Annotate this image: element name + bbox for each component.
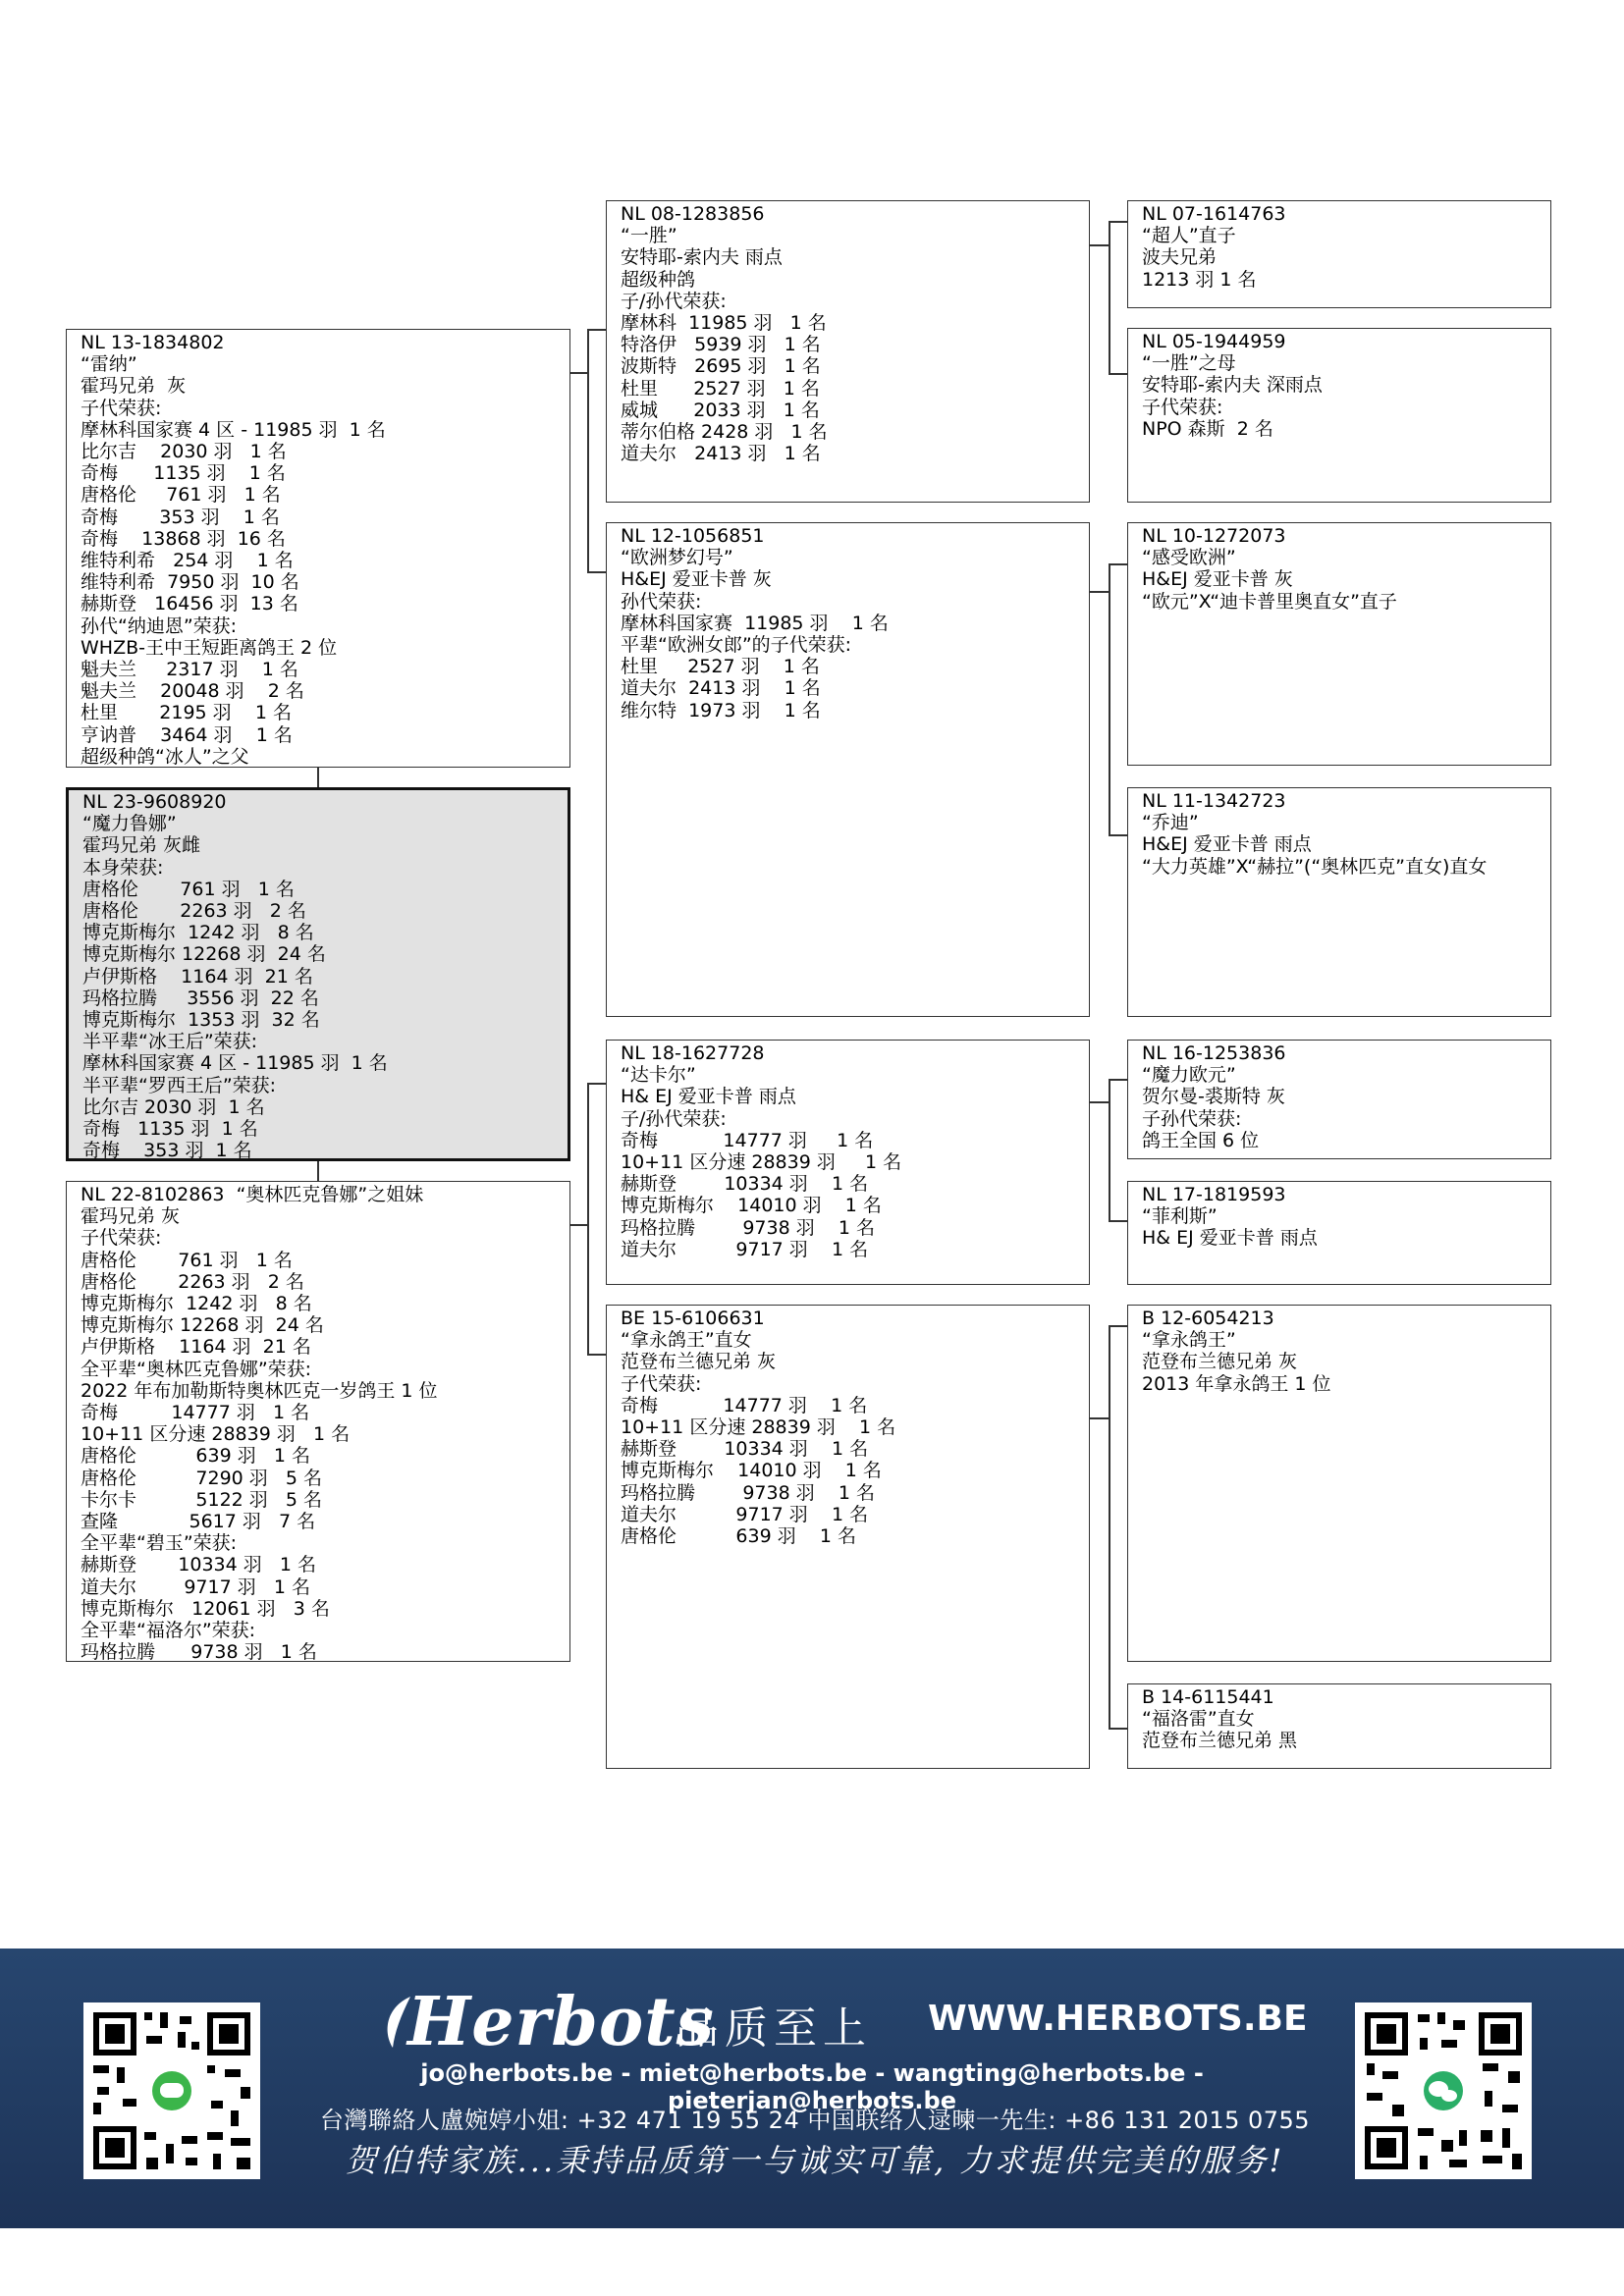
pedigree-line: 比尔吉 2030 羽 1 名	[82, 1095, 265, 1118]
slogan: 品质至上	[676, 2003, 872, 2054]
pedigree-line: 特洛伊 5939 羽 1 名	[621, 334, 821, 356]
pedigree-line: 奇梅 1135 羽 1 名	[82, 1118, 258, 1141]
ring-number: B 14-6115441	[1142, 1686, 1274, 1708]
connector	[1109, 1220, 1127, 1222]
dd-sire-box	[1127, 1305, 1551, 1662]
pedigree-line: “一胜”之母	[1142, 352, 1236, 375]
email-list[interactable]: jo@herbots.be - miet@herbots.be - wangting@herbots.be - pieterjan@herbots.be	[420, 2059, 1204, 2114]
connector	[1109, 563, 1127, 565]
pedigree-line: “欧元”X“迪卡普里奥直女”直子	[1142, 590, 1397, 613]
connector	[1090, 1417, 1110, 1419]
pedigree-line: 杜里 2195 羽 1 名	[81, 702, 292, 724]
ss-sire-box	[1127, 200, 1551, 308]
pedigree-line: “乔迪”	[1142, 812, 1199, 834]
connector	[1109, 1325, 1127, 1327]
pedigree-line: 魁夫兰 20048 羽 2 名	[81, 680, 304, 703]
ring-number: NL 05-1944959	[1142, 331, 1286, 352]
pedigree-line: 孙代“纳迪恩”荣获:	[81, 614, 238, 637]
connector	[1109, 1728, 1127, 1730]
pedigree-line: 唐格伦 2263 羽 2 名	[82, 900, 306, 923]
ring-number: NL 17-1819593	[1142, 1184, 1286, 1205]
pedigree-line: “魔力欧元”	[1142, 1064, 1236, 1087]
dam-box	[66, 1181, 570, 1662]
connector	[317, 768, 319, 787]
ring-number: NL 18-1627728	[621, 1042, 765, 1064]
connector	[1109, 563, 1110, 836]
pedigree-line: 全平辈“碧玉”荣获:	[81, 1532, 238, 1555]
pedigree-line: 唐格伦 7290 羽 5 名	[81, 1467, 323, 1489]
pedigree-line: H& EJ 爱亚卡普 雨点	[621, 1086, 796, 1108]
tagline: 贺伯特家族...秉持品质第一与诚实可靠, 力求提供完美的服务!	[345, 2142, 1285, 2179]
connector	[570, 372, 588, 374]
pedigree-line: 子代荣获:	[81, 397, 162, 419]
connector	[1090, 1101, 1110, 1103]
pedigree-line: H&EJ 爱亚卡普 雨点	[1142, 833, 1312, 856]
pedigree-line: “拿永鸽王”	[1142, 1329, 1236, 1352]
pedigree-line: 奇梅 13868 羽 16 名	[81, 527, 286, 550]
pedigree-line: 子代荣获:	[81, 1227, 162, 1250]
connector	[1109, 221, 1127, 223]
pedigree-line: 道夫尔 9717 羽 1 名	[81, 1575, 310, 1598]
connector	[587, 1083, 606, 1085]
pedigree-line: 玛格拉腾 9738 羽 1 名	[621, 1216, 875, 1239]
pedigree-line: 玛格拉腾 3556 羽 22 名	[82, 987, 319, 1009]
pedigree-line: 玛格拉腾 9738 羽 1 名	[621, 1481, 875, 1504]
pedigree-line: 唐格伦 2263 羽 2 名	[81, 1270, 304, 1293]
pedigree-line: 魁夫兰 2317 羽 1 名	[81, 659, 298, 681]
pedigree-line: “拿永鸽王”直女	[621, 1329, 752, 1352]
ring-number: NL 13-1834802	[81, 332, 225, 353]
connector	[1109, 373, 1127, 375]
pedigree-line: 贺尔曼-裘斯特 灰	[1142, 1086, 1285, 1108]
ring-number: NL 16-1253836	[1142, 1042, 1286, 1064]
contact-phones: 台灣聯絡人盧婉婷小姐: +32 471 19 55 24 中国联络人逯暕一先生: +86 131 2015 0755	[319, 2107, 1311, 2134]
pedigree-line: “感受欧洲”	[1142, 547, 1236, 569]
pedigree-line: 查隆 5617 羽 7 名	[81, 1511, 316, 1533]
pedigree-line: “达卡尔”	[621, 1064, 696, 1087]
connector	[1090, 244, 1110, 246]
pedigree-line: 道夫尔 9717 羽 1 名	[621, 1238, 869, 1260]
pedigree-line: 2013 年拿永鸽王 1 位	[1142, 1372, 1331, 1395]
ring-number: NL 11-1342723	[1142, 790, 1286, 812]
pedigree-line: 博克斯梅尔 1242 羽 8 名	[81, 1293, 312, 1315]
pedigree-line: 霍玛兄弟 灰	[81, 1205, 181, 1228]
ds-dam-box	[1127, 1181, 1551, 1285]
connector	[1109, 834, 1127, 836]
connector	[587, 329, 589, 572]
pedigree-line: 子孙代荣获:	[1142, 1107, 1242, 1130]
pedigree-line: 范登布兰德兄弟 灰	[621, 1351, 777, 1373]
pedigree-line: 道夫尔 2413 羽 1 名	[621, 443, 821, 465]
pedigree-line: H& EJ 爱亚卡普 雨点	[1142, 1227, 1318, 1250]
pedigree-line: 唐格伦 639 羽 1 名	[81, 1445, 310, 1468]
connector	[587, 329, 606, 331]
dd-dam-box	[1127, 1683, 1551, 1769]
sire-sire-box	[606, 200, 1090, 503]
pedigree-line: 范登布兰德兄弟 黑	[1142, 1730, 1298, 1752]
pedigree-line: 范登布兰德兄弟 灰	[1142, 1351, 1298, 1373]
pedigree-line: 唐格伦 761 羽 1 名	[82, 878, 295, 900]
pedigree-line: “福洛雷”直女	[1142, 1708, 1255, 1731]
connector	[587, 571, 606, 573]
pedigree-line: 摩林科 11985 羽 1 名	[621, 312, 827, 335]
pedigree-line: 本身荣获:	[82, 856, 164, 879]
pedigree-line: 唐格伦 761 羽 1 名	[81, 484, 281, 507]
sire-box	[66, 329, 570, 768]
pedigree-line: “雷纳”	[81, 353, 137, 376]
pedigree-line: 奇梅 353 羽 1 名	[81, 506, 280, 528]
pedigree-line: 2022 年布加勒斯特奥林匹克一岁鸽王 1 位	[81, 1379, 438, 1402]
ring-number: BE 15-6106631	[621, 1308, 765, 1329]
pedigree-line: H&EJ 爱亚卡普 灰	[621, 568, 772, 591]
pedigree-line: H&EJ 爱亚卡普 灰	[1142, 568, 1293, 591]
dam-dam-box	[606, 1305, 1090, 1769]
pedigree-line: 超级种鸽	[621, 268, 696, 291]
pedigree-line: 道夫尔 9717 羽 1 名	[621, 1503, 869, 1525]
ring-number: NL 07-1614763	[1142, 203, 1286, 225]
pedigree-line: 杜里 2527 羽 1 名	[621, 377, 820, 400]
sire-dam-box	[606, 522, 1090, 1017]
dam-sire-box	[606, 1040, 1090, 1285]
pedigree-line: 唐格伦 639 羽 1 名	[621, 1525, 856, 1548]
connector	[1109, 1079, 1127, 1081]
pedigree-line: “菲利斯”	[1142, 1205, 1218, 1228]
pedigree-line: 全平辈“奥林匹克鲁娜”荣获:	[81, 1358, 312, 1380]
pedigree-line: 玛格拉腾 9738 羽 1 名	[81, 1641, 317, 1662]
pedigree-line: 亨讷普 3464 羽 1 名	[81, 723, 293, 746]
pedigree-line: 子/孙代荣获:	[621, 290, 727, 312]
pedigree-line: 霍玛兄弟 灰雌	[82, 834, 201, 857]
ss-dam-box	[1127, 328, 1551, 503]
pedigree-line: 博克斯梅尔 14010 羽 1 名	[621, 1460, 882, 1482]
pedigree-line: 卢伊斯格 1164 羽 21 名	[81, 1336, 311, 1359]
pedigree-line: 安特耶-索内夫 雨点	[621, 246, 783, 269]
pedigree-line: “魔力鲁娜”	[82, 813, 177, 835]
pedigree-line: 唐格伦 761 羽 1 名	[81, 1249, 293, 1271]
pedigree-line: 维特利希 254 羽 1 名	[81, 550, 294, 572]
connector	[570, 1224, 588, 1226]
pedigree-line: WHZB-王中王短距离鸽王 2 位	[81, 636, 338, 659]
pedigree-line: 奇梅 14777 羽 1 名	[81, 1402, 310, 1424]
pedigree-line: 子代荣获:	[621, 1372, 702, 1395]
sd-dam-box	[1127, 787, 1551, 1017]
pedigree-line: 博克斯梅尔 14010 羽 1 名	[621, 1195, 882, 1217]
brand-logo: Herbots	[407, 1983, 715, 2061]
pedigree-line: “欧洲梦幻号”	[621, 547, 733, 569]
pedigree-line: 维尔特 1973 羽 1 名	[621, 699, 821, 721]
pedigree-line: 卡尔卡 5122 羽 5 名	[81, 1488, 323, 1511]
pedigree-line: 子/孙代荣获:	[621, 1107, 727, 1130]
website-link[interactable]: WWW.HERBOTS.BE	[928, 1999, 1308, 2039]
pedigree-line: 蒂尔伯格 2428 羽 1 名	[621, 421, 828, 444]
pedigree-line: 10+11 区分速 28839 羽 1 名	[621, 1151, 902, 1174]
pedigree-line: 杜里 2527 羽 1 名	[621, 656, 820, 678]
pedigree-line: 博克斯梅尔 12061 羽 3 名	[81, 1597, 330, 1620]
pedigree-line: 道夫尔 2413 羽 1 名	[621, 677, 821, 700]
pedigree-line: 奇梅 353 羽 1 名	[82, 1140, 252, 1161]
pedigree-line: 半平辈“罗西王后”荣获:	[82, 1074, 277, 1096]
pedigree-line: 摩林科国家赛 4 区 - 11985 羽 1 名	[82, 1052, 388, 1075]
pedigree-line: 博克斯梅尔 12268 羽 24 名	[82, 943, 326, 966]
qr-code-left[interactable]	[83, 2002, 260, 2179]
ring-number: B 12-6054213	[1142, 1308, 1274, 1329]
pedigree-line: 超级种鸽“冰人”之父	[81, 745, 249, 768]
ring-number: NL 23-9608920	[82, 791, 227, 813]
pedigree-line: “一胜”	[621, 225, 677, 247]
pedigree-line: 全平辈“福洛尔”荣获:	[81, 1620, 256, 1642]
pedigree-line: 赫斯登 10334 羽 1 名	[621, 1438, 869, 1461]
ring-number: NL 10-1272073	[1142, 525, 1286, 547]
pedigree-line: 赫斯登 16456 羽 13 名	[81, 593, 298, 615]
pedigree-line: 10+11 区分速 28839 羽 1 名	[81, 1423, 351, 1446]
sd-sire-box	[1127, 522, 1551, 766]
connector	[1109, 1325, 1110, 1730]
pedigree-line: 子代荣获:	[1142, 396, 1223, 418]
connector	[1090, 591, 1110, 593]
pedigree-line: 赫斯登 10334 羽 1 名	[81, 1554, 317, 1576]
pedigree-line: 博克斯梅尔 1353 羽 32 名	[82, 1009, 320, 1032]
pedigree-line: 威城 2033 羽 1 名	[621, 399, 820, 421]
pedigree-line: NPO 森斯 2 名	[1142, 417, 1273, 440]
connector	[587, 1354, 606, 1356]
pedigree-line: 波斯特 2695 羽 1 名	[621, 355, 821, 378]
pedigree-line: 奇梅 14777 羽 1 名	[621, 1129, 874, 1151]
pedigree-line: 摩林科国家赛 11985 羽 1 名	[621, 612, 889, 634]
pedigree-line: 卢伊斯格 1164 羽 21 名	[82, 965, 313, 988]
ring-number: NL 22-8102863 “奥林匹克鲁娜”之姐妹	[81, 1184, 424, 1205]
ring-number: NL 08-1283856	[621, 203, 765, 225]
pedigree-line: 摩林科国家赛 4 区 - 11985 羽 1 名	[81, 418, 386, 441]
pedigree-line: 博克斯梅尔 1242 羽 8 名	[82, 922, 314, 944]
pedigree-line: 奇梅 1135 羽 1 名	[81, 462, 286, 485]
pedigree-line: 1213 羽 1 名	[1142, 268, 1257, 291]
pedigree-line: 平辈“欧洲女郎”的子代荣获:	[621, 634, 852, 657]
pedigree-line: 比尔吉 2030 羽 1 名	[81, 441, 287, 463]
pedigree-line: 半平辈“冰王后”荣获:	[82, 1031, 258, 1053]
pedigree-line: 波夫兄弟	[1142, 246, 1218, 269]
connector	[1109, 1079, 1110, 1222]
pedigree-line: 奇梅 14777 羽 1 名	[621, 1394, 868, 1416]
pedigree-line: “大力英雄”X“赫拉”(“奥林匹克”直女)直女	[1142, 855, 1488, 878]
connector	[587, 1083, 589, 1356]
pedigree-line: 安特耶-索内夫 深雨点	[1142, 374, 1323, 397]
pedigree-line: 孙代荣获:	[621, 590, 702, 613]
pedigree-line: 博克斯梅尔 12268 羽 24 名	[81, 1314, 324, 1337]
connector	[317, 1161, 319, 1181]
ds-sire-box	[1127, 1040, 1551, 1159]
pedigree-line: “超人”直子	[1142, 225, 1236, 247]
pedigree-line: 赫斯登 10334 羽 1 名	[621, 1173, 869, 1196]
pedigree-line: 霍玛兄弟 灰	[81, 375, 187, 398]
ring-number: NL 12-1056851	[621, 525, 765, 547]
qr-code-right[interactable]	[1355, 2002, 1532, 2179]
pedigree-line: 鸽王全国 6 位	[1142, 1129, 1260, 1151]
connector	[1109, 221, 1110, 375]
pedigree-line: 10+11 区分速 28839 羽 1 名	[621, 1416, 896, 1439]
subject-box	[66, 787, 570, 1161]
pedigree-line: 维特利希 7950 羽 10 名	[81, 571, 299, 594]
